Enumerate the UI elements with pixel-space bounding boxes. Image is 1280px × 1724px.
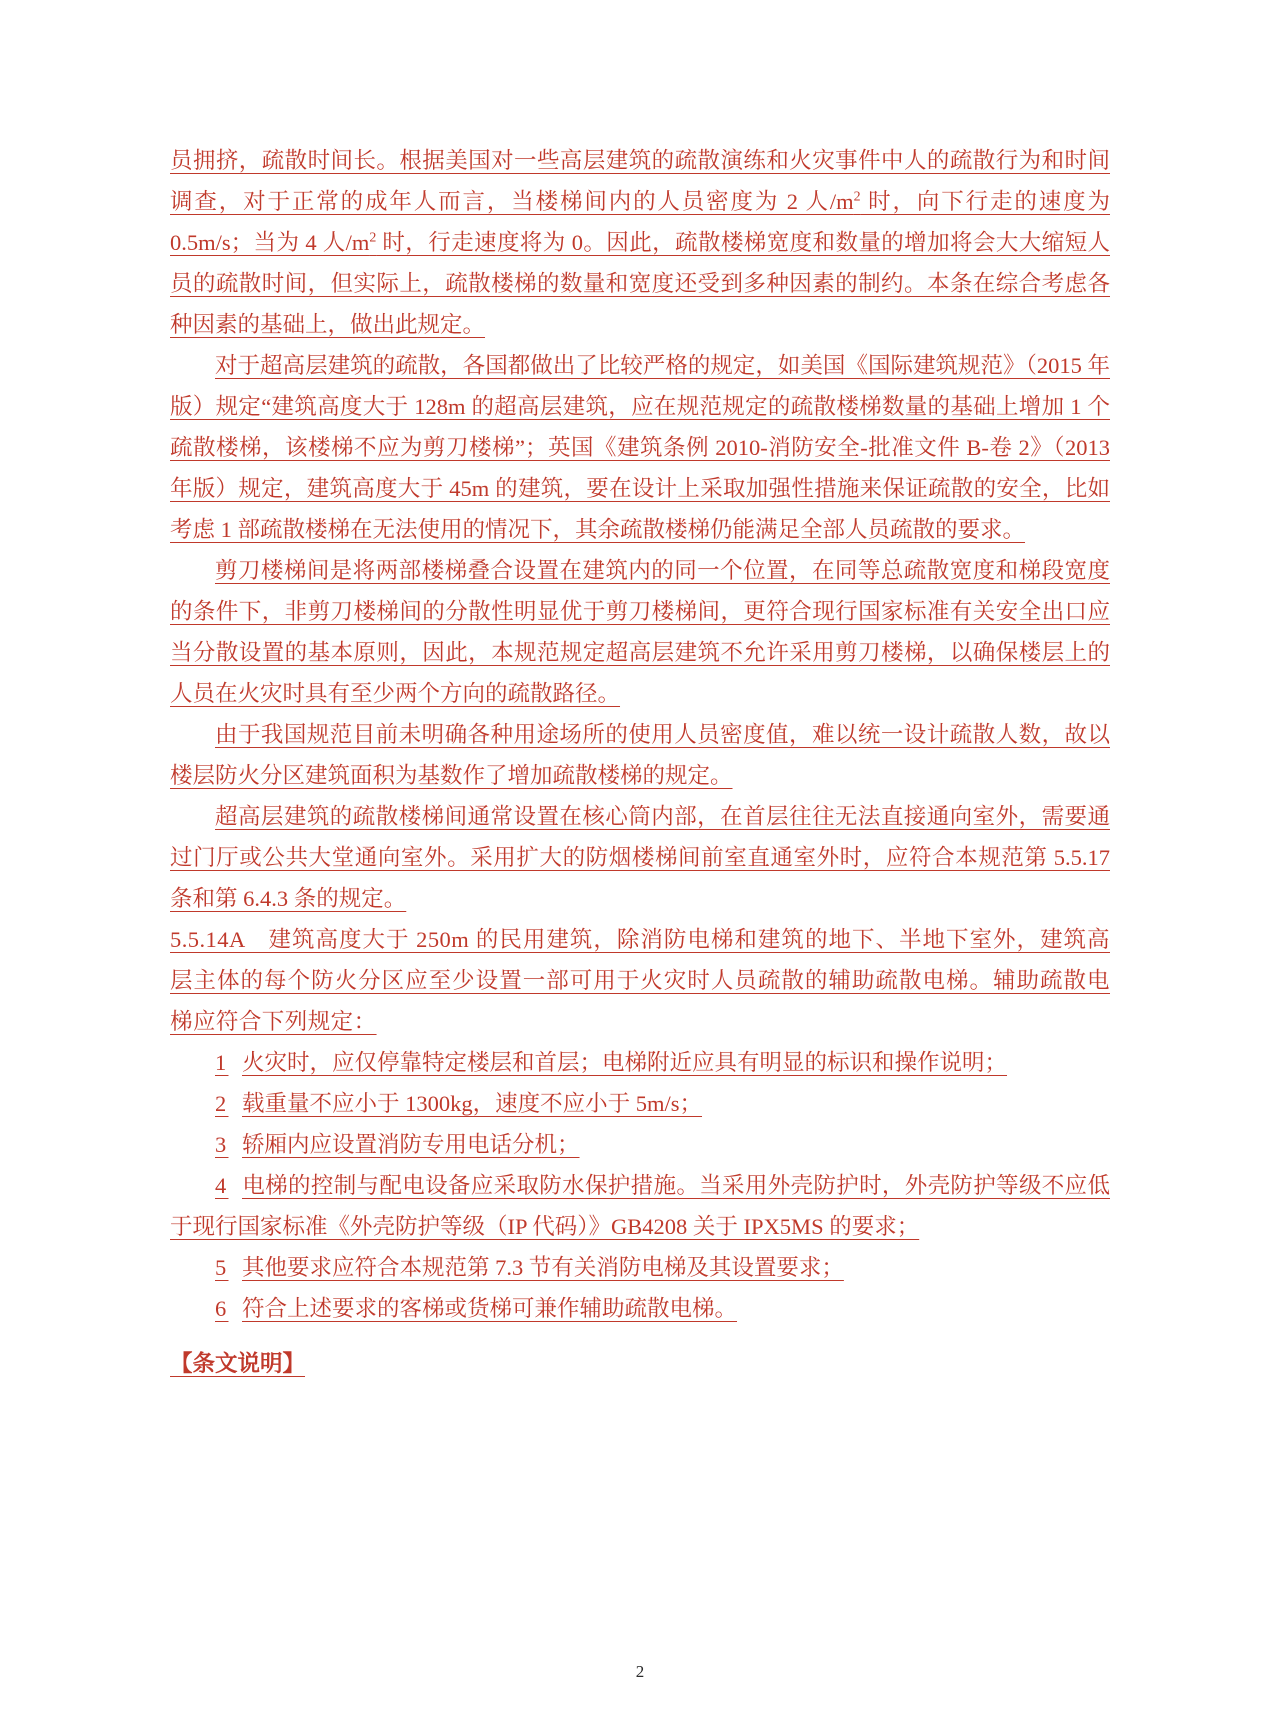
paragraph-4: 由于我国规范目前未明确各种用途场所的使用人员密度值，难以统一设计疏散人数，故以楼层防火分区建筑面积为基数作了增加疏散楼梯的规定。	[170, 722, 1110, 788]
list-item	[170, 1165, 1110, 1247]
page-number: 2	[635, 1662, 645, 1681]
document-body	[170, 140, 1110, 1384]
list-item-number: 3	[215, 1132, 229, 1157]
list-item-text: 电梯的控制与配电设备应采取防水保护措施。当采用外壳防护时，外壳防护等级不应低于现行国家标准《外壳防护等级（IP 代码）》GB4208 关于 IPX5MS 的要求；	[170, 1173, 1110, 1239]
list-item-text: 火灾时，应仅停靠特定楼层和首层；电梯附近应具有明显的标识和操作说明；	[242, 1050, 1008, 1075]
paragraph-5: 超高层建筑的疏散楼梯间通常设置在核心筒内部，在首层往往无法直接通向室外，需要通过门厅或公共大堂通向室外。采用扩大的防烟楼梯间前室直通室外时，应符合本规范第 5.5.17 条和第 6.4.3 条的规定。	[170, 804, 1110, 911]
list-item-text: 轿厢内应设置消防专用电话分机；	[242, 1132, 580, 1157]
list-item	[170, 1247, 1110, 1288]
list-item	[170, 1042, 1110, 1083]
list-item-number: 1	[215, 1050, 229, 1075]
list-item-text: 载重量不应小于 1300kg，速度不应小于 5m/s；	[242, 1091, 703, 1116]
paragraph-1: 员拥挤，疏散时间长。根据美国对一些高层建筑的疏散演练和火灾事件中人的疏散行为和时间调查，对于正常的成年人而言，当楼梯间内的人员密度为 2 人$/m^2$ 时，向下行走的速度为 0.5m/s；当为 4 人$/m^2$ 时，行走速度将为 0。因此，疏散楼梯宽度和数量的增加将会大大缩短人员的疏散时间，但实际上，疏散楼梯的数量和宽度还受到多种因素的制约。本条在综合考虑各种因素的基础上，做出此规定。	[170, 148, 1110, 337]
list-item-text: 其他要求应符合本规范第 7.3 节有关消防电梯及其设置要求；	[242, 1255, 844, 1280]
list-item	[170, 1288, 1110, 1329]
list-item-number: 6	[215, 1296, 229, 1321]
list-item-number: 2	[215, 1091, 229, 1116]
list-item	[170, 1124, 1110, 1165]
paragraph-2: 对于超高层建筑的疏散，各国都做出了比较严格的规定，如美国《国际建筑规范》（2015 年版）规定“建筑高度大于 128m 的超高层建筑，应在规范规定的疏散楼梯数量的基础上增加 1 个疏散楼梯，该楼梯不应为剪刀楼梯”；英国《建筑条例 2010-消防安全-批准文件 B-卷 2》（2013 年版）规定，建筑高度大于 45m 的建筑，要在设计上采取加强性措施来保证疏散的安全，比如考虑 1 部疏散楼梯在无法使用的情况下，其余疏散楼梯仍能满足全部人员疏散的要求。	[170, 353, 1110, 542]
paragraph-3: 剪刀楼梯间是将两部楼梯叠合设置在建筑内的同一个位置，在同等总疏散宽度和梯段宽度的条件下，非剪刀楼梯间的分散性明显优于剪刀楼梯间，更符合现行国家标准有关安全出口应当分散设置的基本原则，因此，本规范规定超高层建筑不允许采用剪刀楼梯，以确保楼层上的人员在火灾时具有至少两个方向的疏散路径。	[170, 558, 1110, 706]
list-item-number: 5	[215, 1255, 229, 1280]
list-item-text: 符合上述要求的客梯或货梯可兼作辅助疏散电梯。	[242, 1296, 738, 1321]
section-title: 【条文说明】	[170, 1351, 306, 1376]
list-item	[170, 1083, 1110, 1124]
clause-5-5-14a: 5.5.14A 建筑高度大于 250m 的民用建筑，除消防电梯和建筑的地下、半地下室外，建筑高层主体的每个防火分区应至少设置一部可用于火灾时人员疏散的辅助疏散电梯。辅助疏散电梯应符合下列规定：	[170, 927, 1110, 1034]
list-item-number: 4	[215, 1173, 229, 1198]
